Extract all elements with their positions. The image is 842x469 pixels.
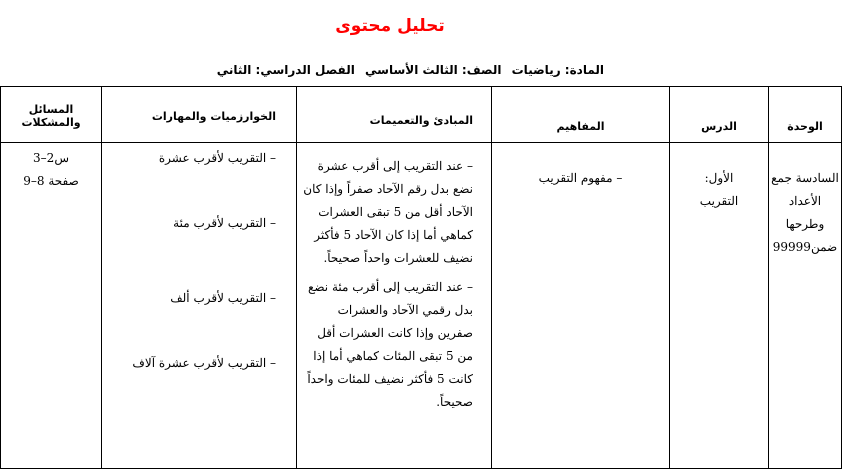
- header-unit: الوحدة: [769, 87, 842, 143]
- cell-principles: [297, 143, 492, 469]
- principle-item: – عند التقريب إلى أقرب مئة نضع بدل رقمي الآحاد والعشرات صفرين وإذا كانت العشرات أقل من 5 تبقى المئات كماهي أما إذا كانت 5 فأكثر نضيف للمئات واحداً صحيحاً.: [307, 280, 473, 409]
- grade-label: الصف: الثالث الأساسي: [365, 63, 502, 77]
- header-lesson: الدرس: [670, 87, 769, 143]
- problems-pages: صفحة 8–9: [23, 174, 79, 188]
- skill-item: – التقريب لأقرب عشرة: [158, 151, 276, 165]
- header-principles: المبادئ والتعميمات: [297, 87, 492, 143]
- header-problems: المسائل والمشكلات: [1, 87, 102, 143]
- principle-item: – عند التقريب إلى أقرب عشرة نضع بدل رقم الآحاد صفراً وإذا كان الآحاد أقل من 5 تبقى العشرات كماهي أما إذا كان الآحاد 5 فأكثر نضيف للعشرات واحداً صحيحاً.: [303, 159, 473, 265]
- cell-unit: السادسة جمع الأعداد وطرحها ضمن99999: [769, 143, 842, 469]
- content-analysis-table: [0, 86, 842, 469]
- table-row: [1, 143, 842, 469]
- skill-item: – التقريب لأقرب عشرة آلاف: [132, 356, 276, 370]
- page-title: تحليل محتوى: [335, 16, 445, 36]
- problems-questions: س2–3: [33, 151, 69, 165]
- subject-label: المادة: رياضيات: [511, 63, 604, 77]
- cell-skills: [102, 143, 297, 469]
- semester-label: الفصل الدراسي: الثاني: [216, 63, 355, 77]
- skill-item: – التقريب لأقرب مئة: [173, 216, 276, 230]
- cell-concepts: – مفهوم التقريب: [492, 143, 670, 469]
- document-metadata: [211, 63, 604, 77]
- header-concepts: المفاهيم: [492, 87, 670, 143]
- table-header-row: [1, 87, 842, 143]
- header-skills: الخوارزميات والمهارات: [102, 87, 297, 143]
- skill-item: – التقريب لأقرب ألف: [170, 291, 276, 305]
- lesson-number: الأول:: [704, 171, 734, 185]
- cell-problems: [1, 143, 102, 469]
- cell-lesson: [670, 143, 769, 469]
- lesson-name: التقريب: [699, 194, 739, 208]
